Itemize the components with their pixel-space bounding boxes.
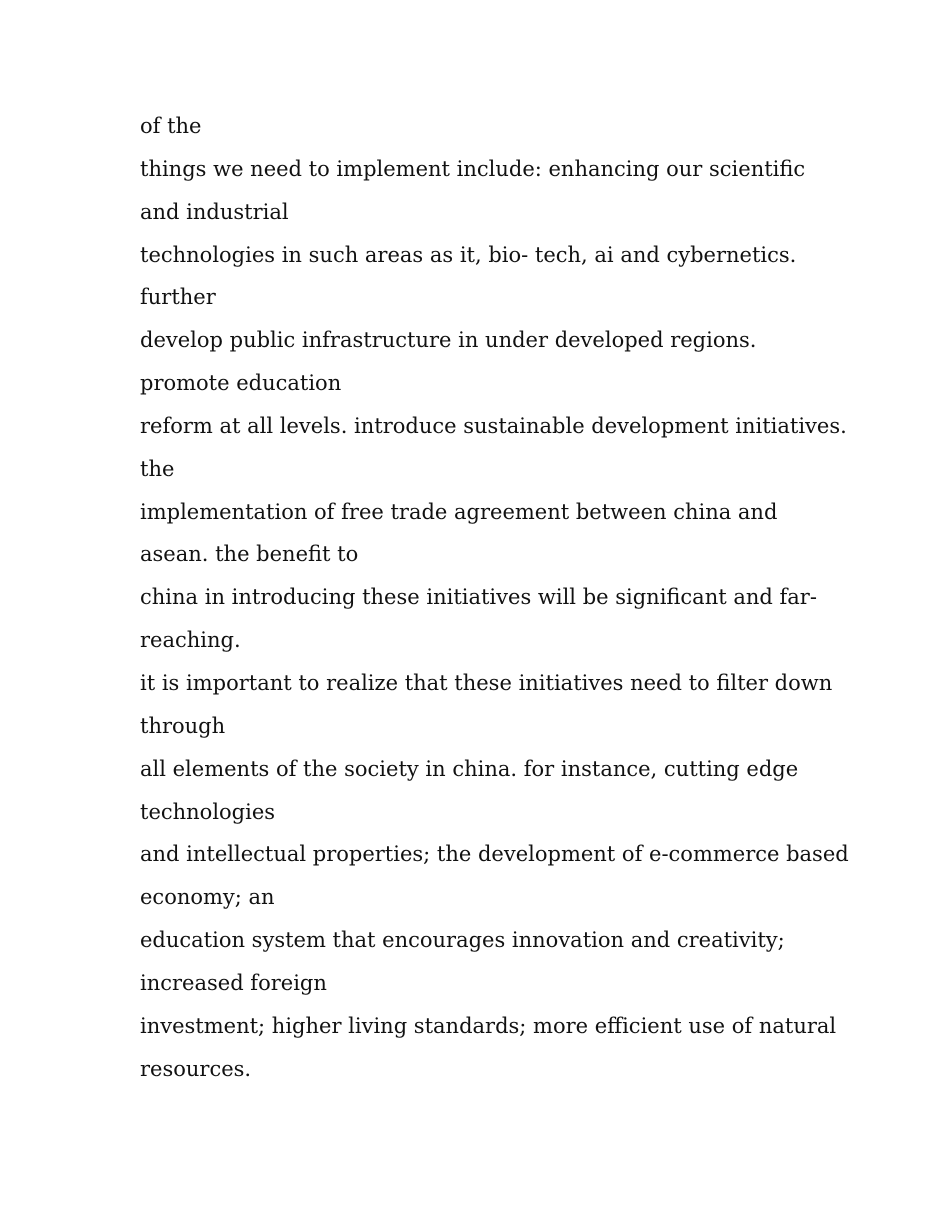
text-line: asean. the benefit to — [140, 542, 359, 567]
text-line: technologies — [140, 799, 276, 824]
text-line: implementation of free trade agreement between china and — [140, 499, 778, 524]
text-line: further — [140, 285, 216, 310]
text-line: develop public infrastructure in under developed regions. — [140, 328, 757, 353]
text-line: reaching. — [140, 628, 241, 653]
text-line: economy; an — [140, 885, 275, 910]
text-line: investment; higher living standards; more efficient use of natural — [140, 1013, 837, 1038]
text-line: it is important to realize that these initiatives need to filter down — [140, 670, 833, 695]
text-line: reform at all levels. introduce sustainable development initiatives. — [140, 413, 847, 438]
text-line: education system that encourages innovation and creativity; — [140, 928, 785, 953]
text-line: promote education — [140, 371, 342, 396]
text-line: things we need to implement include: enhancing our scientific — [140, 156, 806, 181]
text-line: all elements of the society in china. for instance, cutting edge — [140, 756, 799, 781]
text-line: of the — [140, 114, 202, 138]
text-line: china in introducing these initiatives will be significant and far- — [140, 585, 817, 610]
text-line: and industrial — [140, 199, 289, 224]
text-line: resources. — [140, 1056, 252, 1081]
text-line: through — [140, 713, 226, 738]
text-line: and intellectual properties; the development of e-commerce based — [140, 842, 849, 867]
text-line: the — [140, 456, 175, 481]
text-line: increased foreign — [140, 970, 327, 995]
text-line: technologies in such areas as it, bio- tech, ai and cybernetics. — [140, 242, 797, 267]
document-body — [140, 105, 849, 1090]
